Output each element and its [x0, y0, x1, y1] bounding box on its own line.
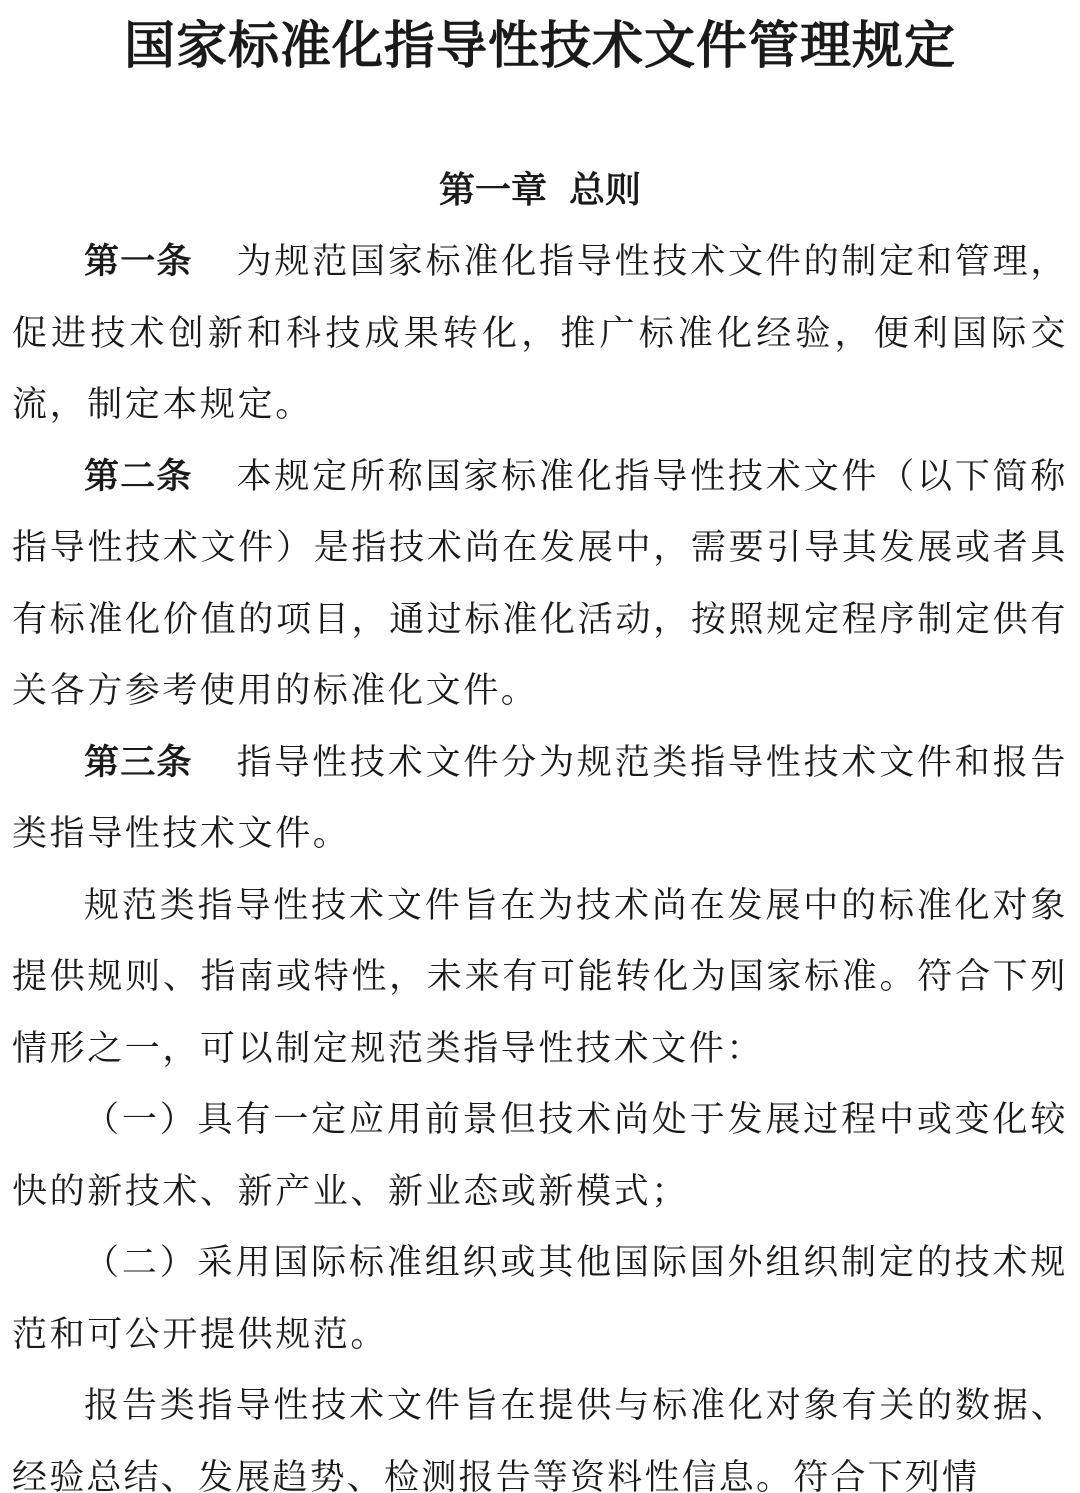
- article-text: 指导性技术文件分为规范类指导性技术文件和报告类指导性技术文件。: [12, 742, 1068, 854]
- article-text: 为规范国家标准化指导性技术文件的制定和管理，促进技术创新和科技成果转化，推广标准化经验，便利国际交流，制定本规定。: [12, 242, 1068, 425]
- document-title: 国家标准化指导性技术文件管理规定: [123, 17, 956, 76]
- article-label: 第一条: [84, 242, 193, 282]
- article-text: 本规定所称国家标准化指导性技术文件（以下简称指导性技术文件）是指技术尚在发展中，需要引导其发展或者具有标准化价值的项目，通过标准化活动，按照规定程序制定供有关各方参考使用的标准化文件。: [12, 456, 1068, 711]
- chapter-name: 总则: [569, 170, 642, 211]
- paragraph-report-docs: 报告类指导性技术文件旨在提供与标准化对象有关的数据、经验总结、发展趋势、检测报告等资料性信息。符合下列情: [12, 1386, 1068, 1493]
- document-body: [12, 227, 1068, 1493]
- chapter-heading: [0, 164, 1080, 218]
- article-label: 第三条: [84, 742, 193, 783]
- article-label: 第二条: [84, 456, 193, 497]
- list-item-1: （一）具有一定应用前景但技术尚处于发展过程中或变化较快的新技术、新产业、新业态或新模式；: [12, 1100, 1068, 1212]
- article-1: [12, 227, 1068, 442]
- article-2: [12, 442, 1068, 728]
- paragraph-normative-docs: 规范类指导性技术文件旨在为技术尚在发展中的标准化对象提供规则、指南或特性，未来有可能转化为国家标准。符合下列情形之一，可以制定规范类指导性技术文件：: [12, 885, 1068, 1069]
- article-3: [12, 728, 1068, 871]
- list-item-2: （二）采用国际标准组织或其他国际国外组织制定的技术规范和可公开提供规范。: [12, 1243, 1068, 1355]
- chapter-number: 第一章: [438, 170, 547, 211]
